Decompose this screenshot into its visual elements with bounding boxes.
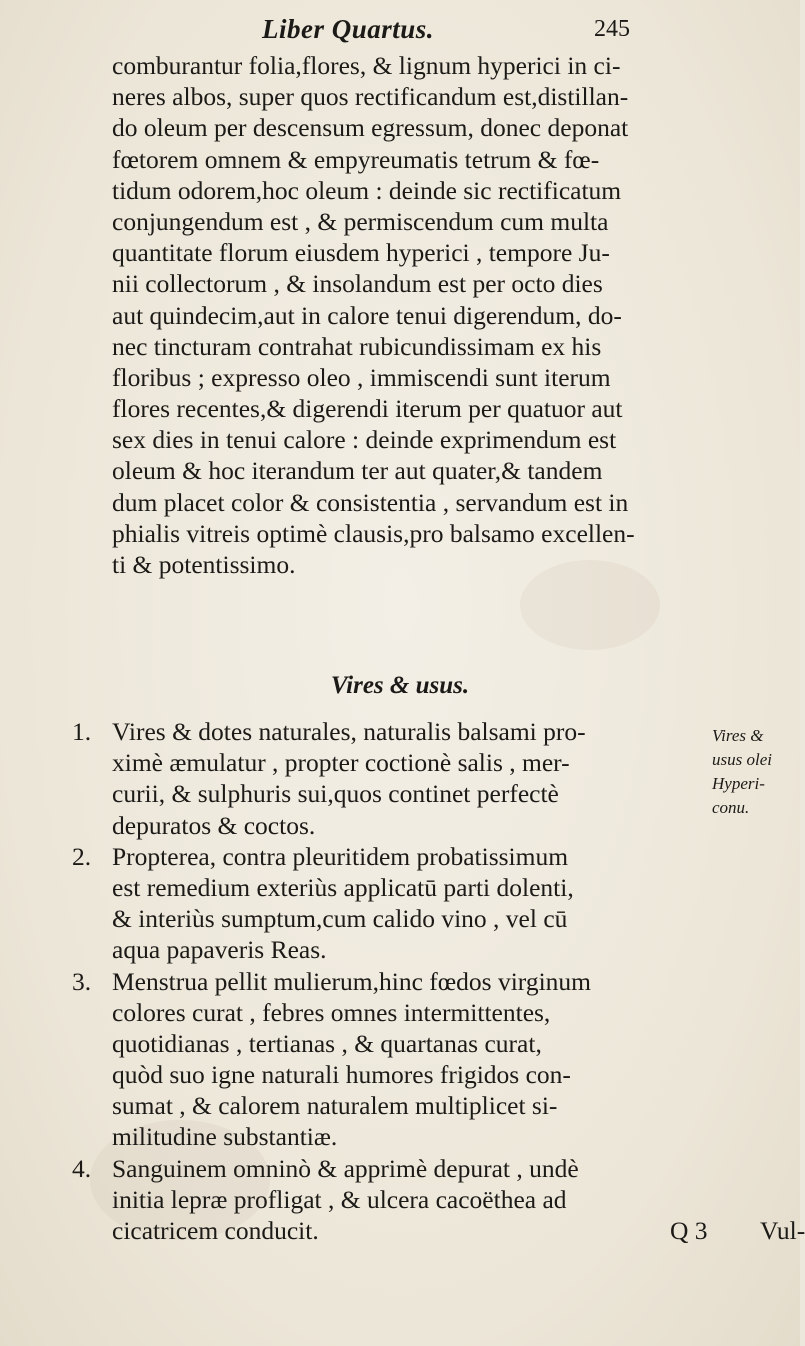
list-item <box>72 966 712 1153</box>
text-line: flores recentes,& digerendi iterum per quatuor aut <box>112 394 623 424</box>
margin-note-line: Hyperi- <box>712 774 765 793</box>
margin-note-line: conu. <box>712 798 750 817</box>
running-head: Liber Quartus. <box>262 14 435 44</box>
list-item <box>72 716 712 841</box>
item-number: 2. <box>72 841 92 871</box>
text-line: quòd suo igne naturali humores frigidos con- <box>112 1060 571 1090</box>
text-line: est remedium exteriùs applicatū parti dolenti, <box>112 872 574 902</box>
text-line: neres albos, super quos rectificandum est,distillan- <box>112 82 629 112</box>
text-line: Propterea, contra pleuritidem probatissimum <box>112 841 569 871</box>
margin-note-line: usus olei <box>712 750 772 769</box>
item-text <box>112 1153 805 1247</box>
text-line: oleum & hoc iterandum ter aut quater,& tandem <box>112 456 603 486</box>
text-line: militudine substantiæ. <box>112 1122 338 1152</box>
text-line: curii, & sulphuris sui,quos continet perfectè <box>112 779 559 809</box>
text-line: nec tincturam contrahat rubicundissimam ex his <box>112 331 602 361</box>
item-text <box>112 841 712 966</box>
text-line: sex dies in tenui calore : deinde exprimendum est <box>112 425 617 455</box>
text-line: colores curat , febres omnes intermittentes, <box>112 997 551 1027</box>
section-heading: Vires & usus. <box>330 672 470 699</box>
item-number: 4. <box>72 1153 92 1183</box>
text-line: ximè æmulatur , propter coctionè salis , mer- <box>112 748 570 778</box>
text-line: comburantur folia,flores, & lignum hyperici in ci- <box>112 51 621 80</box>
list-item <box>72 1153 805 1247</box>
text-line-content: cicatricem conducit. <box>112 1216 319 1245</box>
text-line: quotidianas , tertianas , & quartanas curat, <box>112 1028 542 1058</box>
page-header <box>0 14 800 50</box>
item-number: 1. <box>72 717 92 746</box>
text-line <box>112 1215 805 1246</box>
margin-note-line: Vires & <box>712 726 764 745</box>
text-line: initia lepræ profligat , & ulcera cacoëthea ad <box>112 1184 567 1214</box>
text-line: aut quindecim,aut in calore tenui digerendum, do- <box>112 300 622 330</box>
text-line: sumat , & calorem naturalem multiplicet si- <box>112 1091 558 1121</box>
text-line: nii collectorum , & insolandum est per octo dies <box>112 269 603 299</box>
item-text <box>112 716 712 841</box>
page-number: 245 <box>594 16 630 42</box>
opening-paragraph <box>112 50 722 580</box>
text-line: & interiùs sumptum,cum calido vino , vel cū <box>112 904 568 934</box>
signature-mark: Q 3 <box>670 1216 708 1245</box>
text-line: floribus ; expresso oleo , immiscendi sunt iterum <box>112 362 611 392</box>
text-line: conjungendum est , & permiscendum cum multa <box>112 206 609 236</box>
item-text <box>112 966 712 1153</box>
text-line: Sanguinem omninò & apprimè depurat , undè <box>112 1153 579 1183</box>
catchword: Vul- <box>760 1216 805 1245</box>
text-line: tidum odorem,hoc oleum : deinde sic rectificatum <box>112 175 622 205</box>
text-line: fœtorem omnem & empyreumatis tetrum & fœ- <box>112 144 600 174</box>
item-number: 3. <box>72 966 92 996</box>
list-item <box>72 841 712 966</box>
text-line: do oleum per descensum egressum, donec deponat <box>112 113 629 143</box>
text-line: aqua papaveris Reas. <box>112 935 327 965</box>
text-line: Vires & dotes naturales, naturalis balsami pro- <box>112 717 586 746</box>
margin-note <box>712 724 798 820</box>
text-line: ti & potentissimo. <box>112 550 296 579</box>
text-line: phialis vitreis optimè clausis,pro balsamo excellen- <box>112 518 635 548</box>
text-line: dum placet color & consistentia , servandum est in <box>112 487 629 517</box>
text-line: Menstrua pellit mulierum,hinc fœdos virginum <box>112 966 592 996</box>
text-line: quantitate florum eiusdem hyperici , tempore Ju- <box>112 238 610 268</box>
text-line: depuratos & coctos. <box>112 810 316 840</box>
